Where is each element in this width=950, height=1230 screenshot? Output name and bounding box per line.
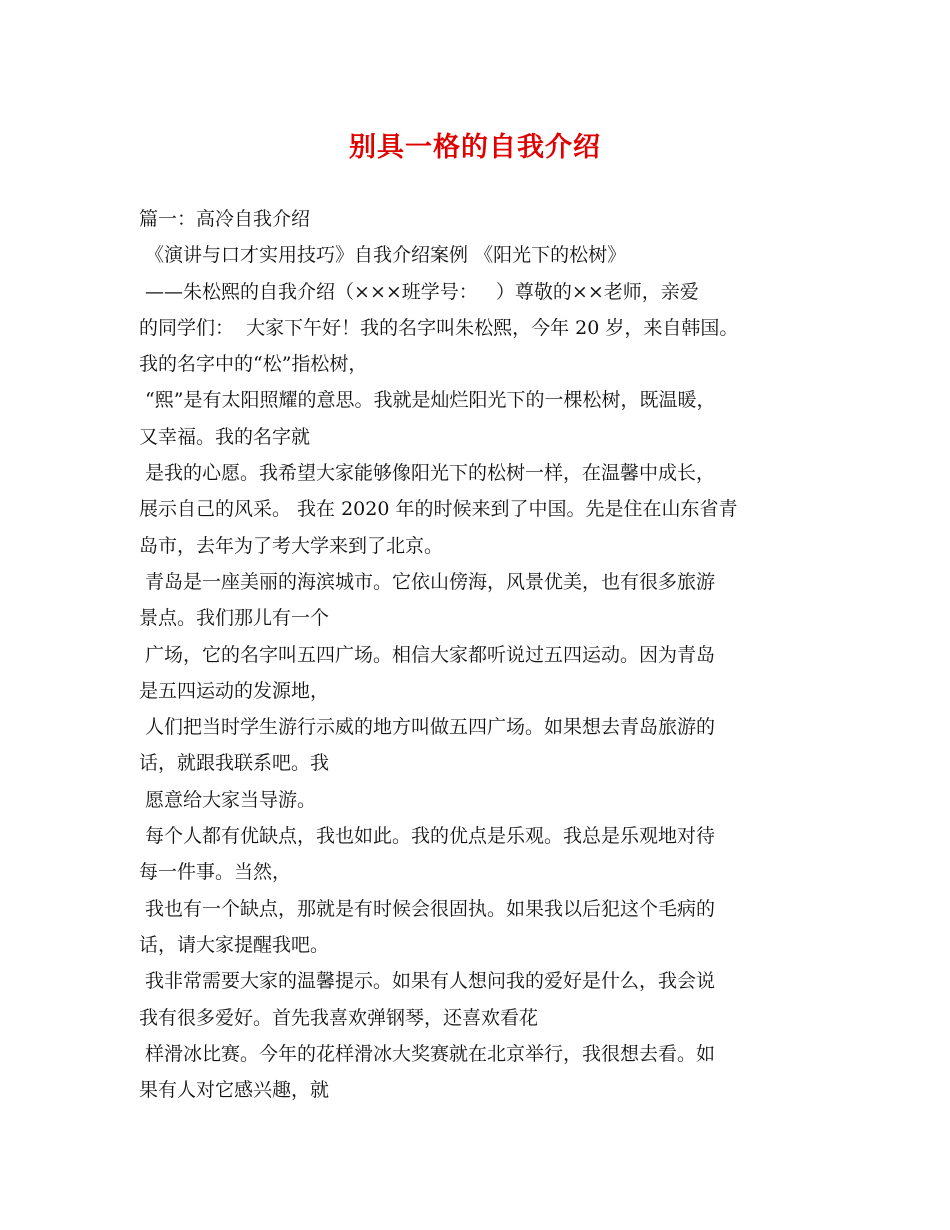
text-line: 的同学们： 大家下午好！我的名字叫朱松熙，今年 20 岁，来自韩国。: [139, 316, 739, 339]
text-line: 每一件事。当然，: [139, 861, 292, 884]
text-line: 篇一：高冷自我介绍: [139, 208, 311, 230]
text-line: 愿意给大家当导游。: [139, 788, 317, 811]
text-line: 每个人都有优缺点，我也如此。我的优点是乐观。我总是乐观地对待: [139, 825, 716, 848]
text-line: 景点。我们那儿有一个: [139, 607, 330, 630]
text-line: 《演讲与口才实用技巧》自我介绍案例 《阳光下的松树》: [139, 244, 627, 267]
text-line: 话，请大家提醒我吧。: [139, 933, 330, 956]
text-line: 果有人对它感兴趣，就: [139, 1079, 330, 1102]
document-title: 别具一格的自我介绍: [349, 132, 601, 163]
text-line: 又幸福。我的名字就: [139, 425, 311, 448]
text-line: 我非常需要大家的温馨提示。如果有人想问我的爱好是什么，我会说: [139, 970, 716, 993]
text-line: 人们把当时学生游行示威的地方叫做五四广场。如果想去青岛旅游的: [139, 716, 716, 739]
text-line: 青岛是一座美丽的海滨城市。它依山傍海，风景优美，也有很多旅游: [139, 570, 716, 593]
text-line: 展示自己的风采。 我在 2020 年的时候来到了中国。先是住在山东省青: [139, 498, 738, 521]
document-body: [139, 201, 819, 1108]
text-line: 是五四运动的发源地，: [139, 679, 330, 702]
text-line: 广场，它的名字叫五四广场。相信大家都听说过五四运动。因为青岛: [139, 643, 716, 666]
text-line: 我也有一个缺点，那就是有时候会很固执。如果我以后犯这个毛病的: [139, 897, 716, 920]
text-line: 样滑冰比赛。今年的花样滑冰大奖赛就在北京举行，我很想去看。如: [139, 1042, 716, 1065]
text-line: 我有很多爱好。首先我喜欢弹钢琴，还喜欢看花: [139, 1006, 539, 1029]
text-line: 是我的心愿。我希望大家能够像阳光下的松树一样，在温馨中成长，: [139, 462, 716, 485]
text-line: 话，就跟我联系吧。我: [139, 752, 330, 775]
text-line: 我的名字中的“松”指松树，: [139, 353, 368, 376]
text-line: ——朱松熙的自我介绍（×××班学号： ）尊敬的××老师，亲爱: [139, 280, 699, 303]
text-line: “熙”是有太阳照耀的意思。我就是灿烂阳光下的一棵松树，既温暖，: [139, 389, 716, 412]
text-line: 岛市，去年为了考大学来到了北京。: [139, 534, 444, 557]
